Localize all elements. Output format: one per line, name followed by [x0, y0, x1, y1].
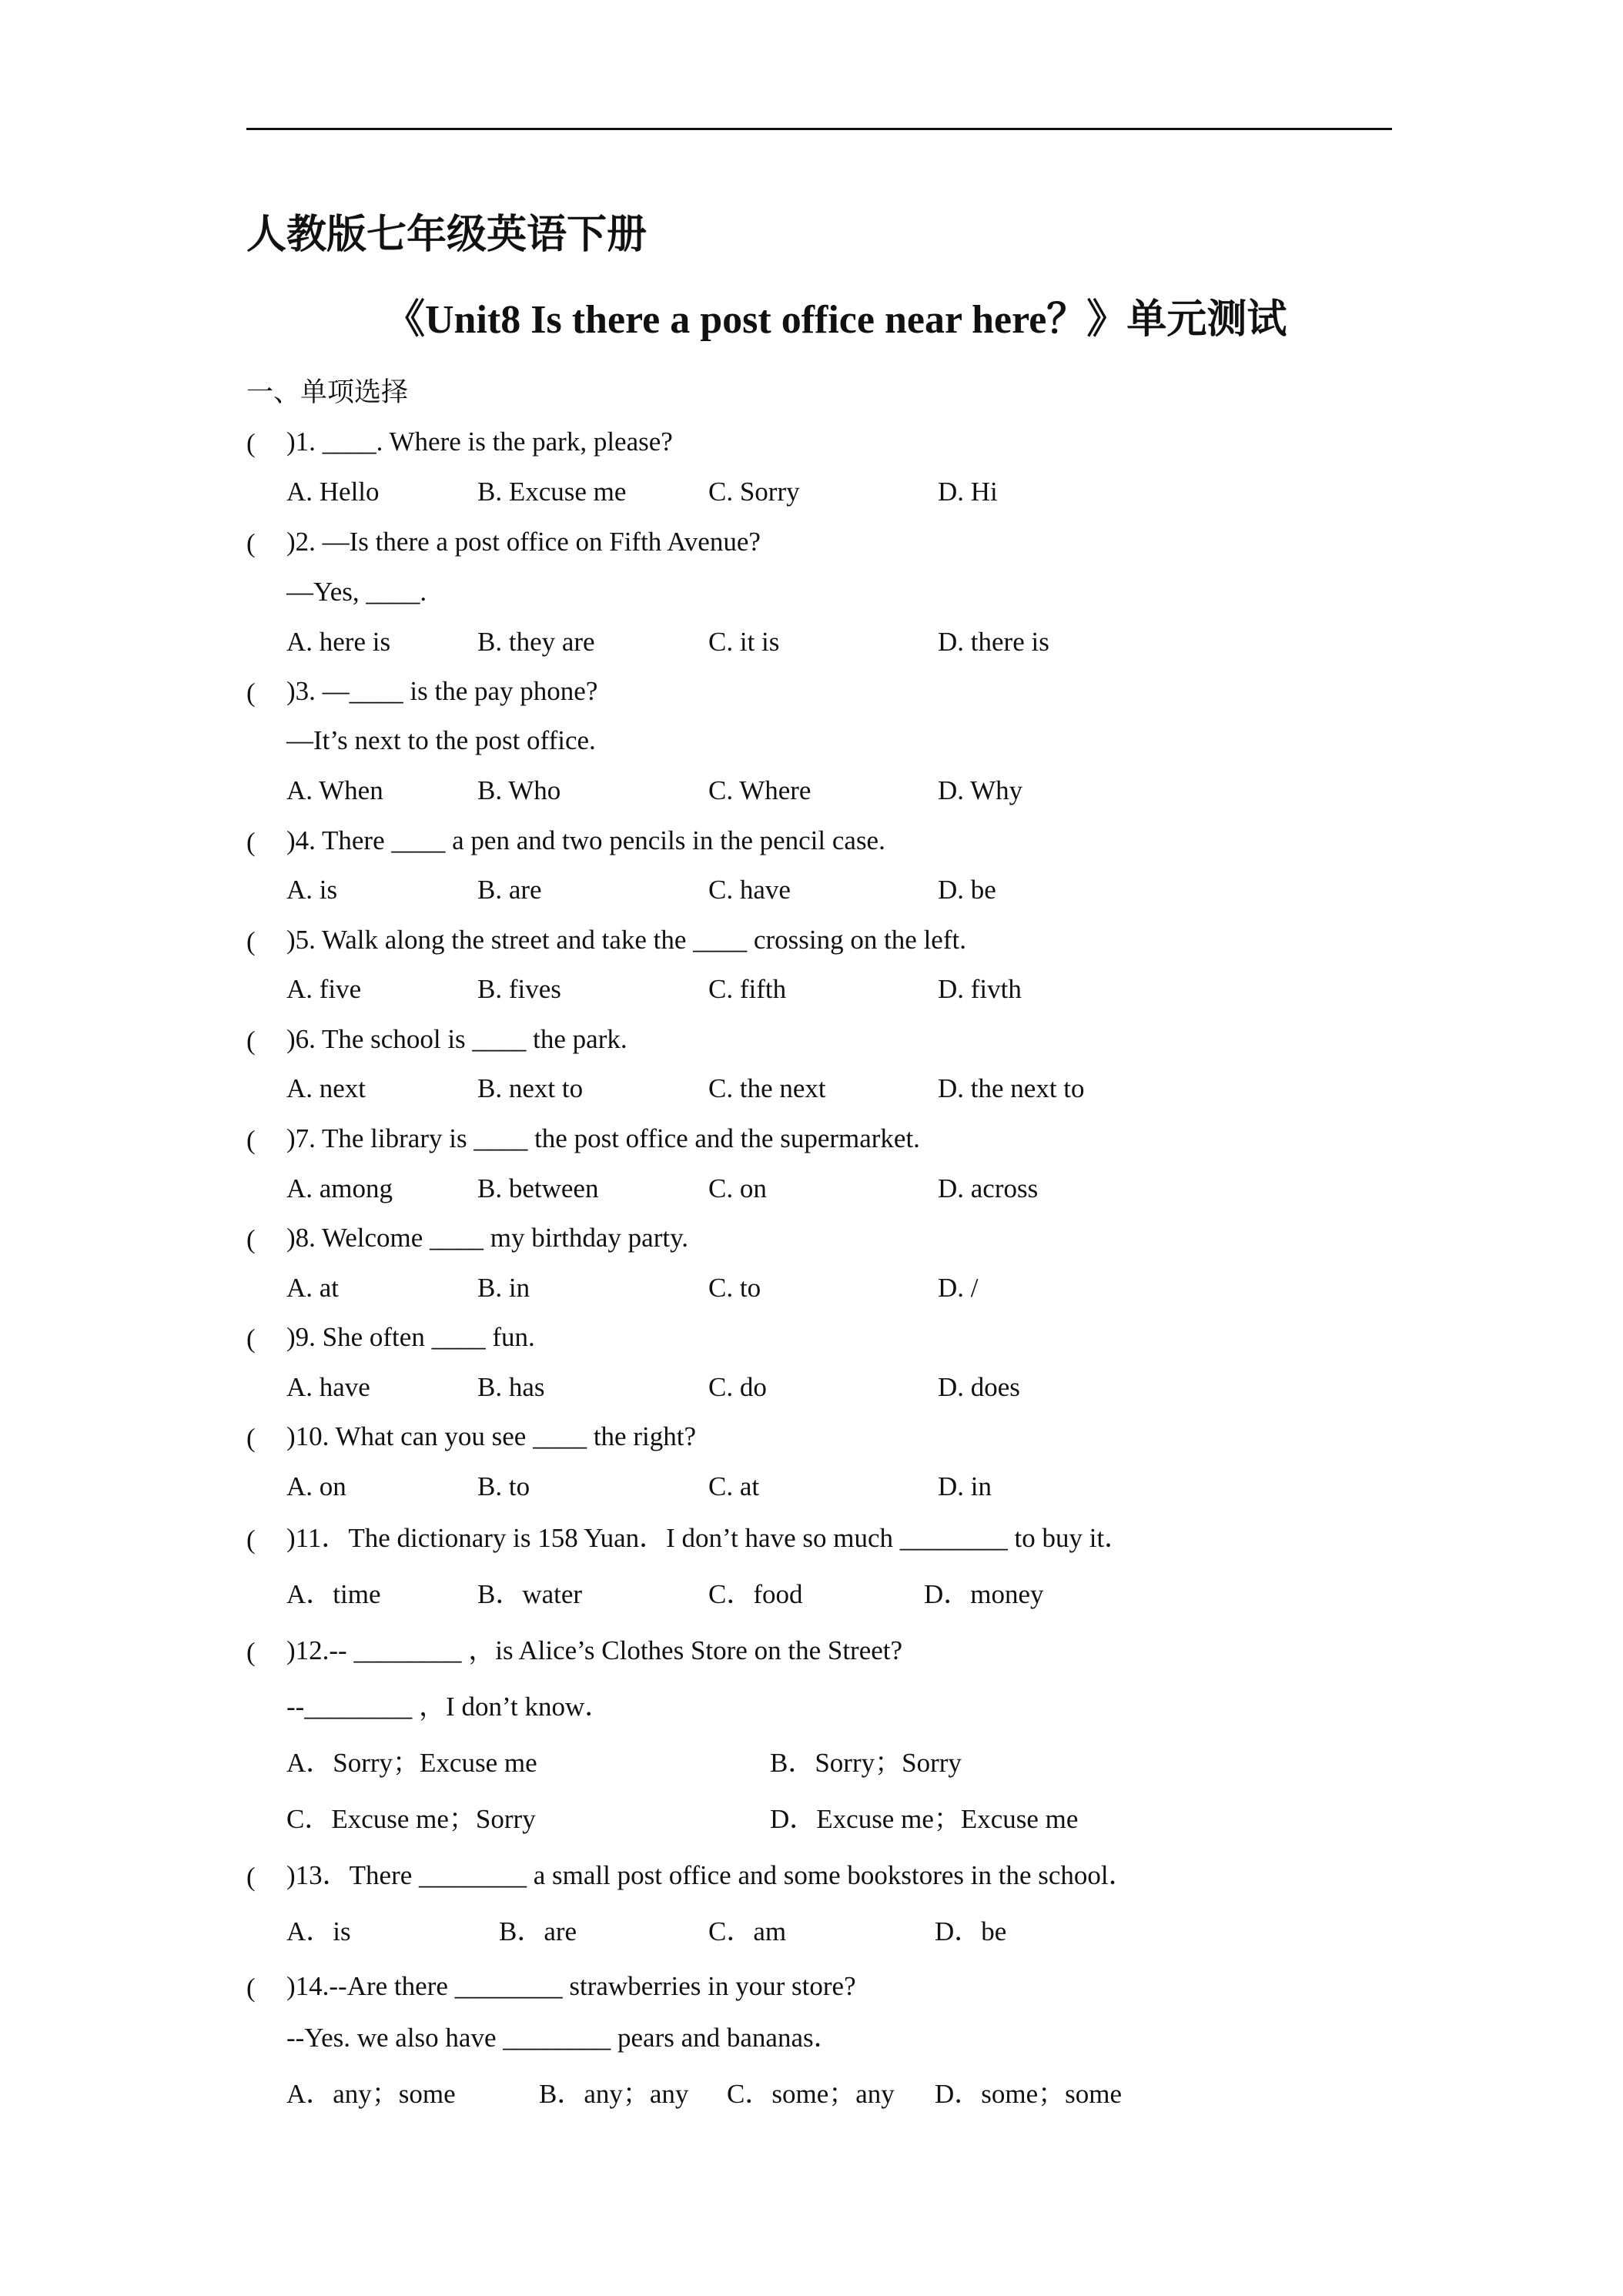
answer-bracket: ( — [246, 428, 256, 458]
option-c: C．some；any — [727, 2079, 895, 2109]
question-3-stem: )3. —____ is the pay phone? — [286, 676, 598, 706]
option-b: B. Excuse me — [477, 477, 627, 507]
option-c: C. Where — [708, 775, 812, 805]
option-a: A. is — [286, 875, 338, 905]
question-12-response: --________ ，I don’t know． — [286, 1692, 612, 1722]
question-12-stem: )12.-- ________ ，is Alice’s Clothes Store on the Street? — [286, 1635, 903, 1665]
option-d: D．be — [935, 1916, 1007, 1946]
section-heading: 一、单项选择 — [246, 377, 409, 408]
option-c: C. fifth — [708, 974, 787, 1004]
question-2-response: —Yes, ____. — [286, 577, 427, 607]
option-a: A．Sorry；Excuse me — [286, 1748, 537, 1778]
question-7-stem: )7. The library is ____ the post office and the supermarket. — [286, 1123, 920, 1153]
answer-bracket: ( — [246, 1862, 256, 1892]
option-b: B. next to — [477, 1073, 584, 1103]
option-b: B. they are — [477, 627, 595, 657]
option-b: B．Sorry；Sorry — [770, 1748, 962, 1778]
option-c: C. Sorry — [708, 477, 800, 507]
option-d: D. be — [938, 875, 996, 905]
question-9-stem: )9. She often ____ fun. — [286, 1322, 535, 1352]
option-a: A. here is — [286, 627, 391, 657]
option-c: C. do — [708, 1372, 767, 1402]
question-8-stem: )8. Welcome ____ my birthday party. — [286, 1223, 689, 1253]
answer-bracket: ( — [246, 1224, 256, 1254]
question-3-response: —It’s next to the post office. — [286, 725, 596, 755]
option-d: D. Why — [938, 775, 1023, 805]
question-5-stem: )5. Walk along the street and take the ____ crossing on the left. — [286, 925, 966, 955]
option-a: A. on — [286, 1471, 346, 1501]
option-d: D．Excuse me；Excuse me — [770, 1804, 1079, 1834]
option-d: D. there is — [938, 627, 1049, 657]
option-a: A. among — [286, 1173, 393, 1203]
option-a: A．any；some — [286, 2079, 456, 2109]
option-c: C. at — [708, 1471, 760, 1501]
option-d: D. fivth — [938, 974, 1022, 1004]
answer-bracket: ( — [246, 1125, 256, 1155]
option-a: A. have — [286, 1372, 370, 1402]
page-title: 人教版七年级英语下册 — [246, 212, 648, 258]
option-a: A. next — [286, 1073, 366, 1103]
option-c: C. the next — [708, 1073, 826, 1103]
option-b: B. has — [477, 1372, 545, 1402]
option-c: C．food — [708, 1579, 803, 1609]
answer-bracket: ( — [246, 528, 256, 558]
answer-bracket: ( — [246, 1973, 256, 2003]
answer-bracket: ( — [246, 827, 256, 857]
option-b: B. in — [477, 1273, 530, 1303]
option-c: C. have — [708, 875, 791, 905]
question-1-stem: )1. ____. Where is the park, please? — [286, 427, 673, 457]
question-11-stem: )11．The dictionary is 158 Yuan．I don’t have so much ________ to buy it． — [286, 1523, 1132, 1553]
header-rule — [246, 128, 1392, 130]
option-c: C. it is — [708, 627, 780, 657]
answer-bracket: ( — [246, 678, 256, 708]
option-b: B. to — [477, 1471, 530, 1501]
option-d: D. / — [938, 1273, 979, 1303]
option-c: C. to — [708, 1273, 761, 1303]
answer-bracket: ( — [246, 1637, 256, 1667]
question-4-stem: )4. There ____ a pen and two pencils in the pencil case. — [286, 825, 885, 855]
option-b: B. Who — [477, 775, 561, 805]
option-c: C．am — [708, 1916, 787, 1946]
question-13-stem: )13．There ________ a small post office and some bookstores in the school． — [286, 1860, 1136, 1890]
option-b: B. are — [477, 875, 542, 905]
answer-bracket: ( — [246, 1324, 256, 1354]
option-d: D．money — [924, 1579, 1044, 1609]
option-a: A. five — [286, 974, 362, 1004]
option-d: D. does — [938, 1372, 1020, 1402]
question-14-stem: )14.--Are there ________ strawberries in your store? — [286, 1971, 856, 2001]
option-d: D. in — [938, 1471, 992, 1501]
option-d: D. across — [938, 1173, 1039, 1203]
option-b: B．are — [499, 1916, 577, 1946]
option-a: A. Hello — [286, 477, 380, 507]
option-d: D．some；some — [935, 2079, 1123, 2109]
option-a: A. When — [286, 775, 383, 805]
question-2-stem: )2. —Is there a post office on Fifth Avenue? — [286, 527, 761, 557]
option-b: B．any；any — [539, 2079, 689, 2109]
option-c: C．Excuse me；Sorry — [286, 1804, 536, 1834]
answer-bracket: ( — [246, 1423, 256, 1453]
question-6-stem: )6. The school is ____ the park. — [286, 1024, 627, 1054]
answer-bracket: ( — [246, 926, 256, 956]
option-a: A．time — [286, 1579, 381, 1609]
option-b: B. fives — [477, 974, 561, 1004]
option-b: B. between — [477, 1173, 599, 1203]
option-a: A．is — [286, 1916, 351, 1946]
option-b: B．water — [477, 1579, 583, 1609]
option-d: D. Hi — [938, 477, 998, 507]
option-d: D. the next to — [938, 1073, 1085, 1103]
answer-bracket: ( — [246, 1026, 256, 1056]
option-a: A. at — [286, 1273, 340, 1303]
question-10-stem: )10. What can you see ____ the right? — [286, 1421, 696, 1451]
question-14-response: --Yes. we also have ________ pears and bananas． — [286, 2023, 841, 2053]
option-c: C. on — [708, 1173, 767, 1203]
answer-bracket: ( — [246, 1525, 256, 1555]
unit-title: 《Unit8 Is there a post office near here？》单元测试 — [385, 298, 1287, 342]
